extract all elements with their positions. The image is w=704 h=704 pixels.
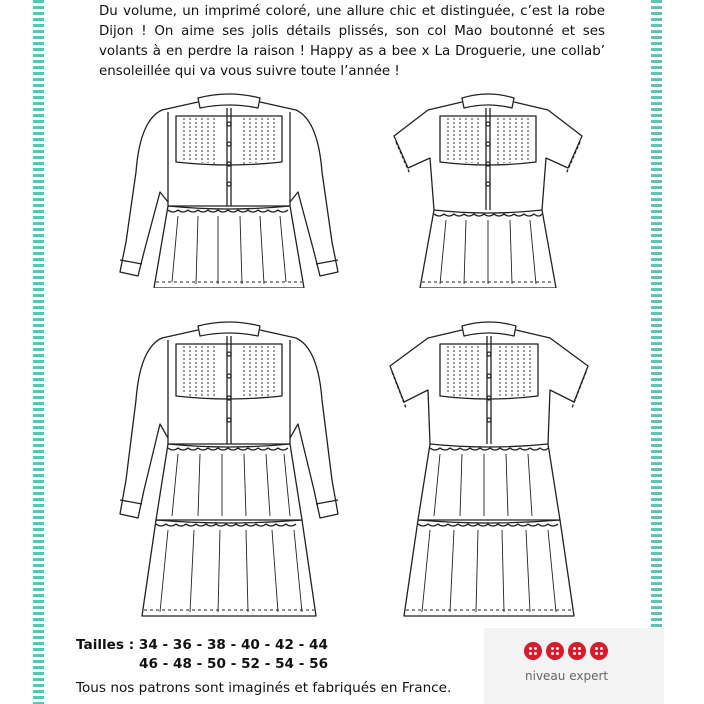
sketch-long-dress-long-sleeves	[110, 320, 348, 618]
left-decorative-border	[33, 0, 44, 704]
difficulty-label: niveau expert	[525, 669, 609, 683]
button-icon	[546, 642, 564, 660]
right-decorative-border	[651, 0, 662, 704]
sizes-values-row-1: 34 - 36 - 38 - 40 - 42 - 44	[138, 637, 328, 653]
sizes-values-row-2: 46 - 48 - 50 - 52 - 54 - 56	[139, 656, 329, 672]
button-icon	[524, 642, 542, 660]
pattern-description: Du volume, un imprimé coloré, une allure chic et distinguée, c’est la robe Dijon ! On aime ses jolis détails plissés, son col Mao boutonné et ses volants à en perdre la raison ! Happy as a bee x La Droguerie, une collab’ ensoleillée qui va vous suivre toute l’année !	[99, 4, 605, 79]
button-icon	[568, 642, 586, 660]
sketch-short-dress-short-sleeves	[386, 92, 590, 288]
sketch-short-dress-long-sleeves	[98, 92, 360, 288]
size-range	[76, 636, 328, 674]
size-row-1	[76, 636, 328, 655]
sizes-label: Tailles :	[76, 637, 135, 653]
difficulty-level-badge	[484, 628, 664, 704]
button-icon	[590, 642, 608, 660]
made-in-france-note: Tous nos patrons sont imaginés et fabriqués en France.	[76, 680, 452, 696]
sketch-long-dress-short-sleeves	[382, 320, 596, 618]
